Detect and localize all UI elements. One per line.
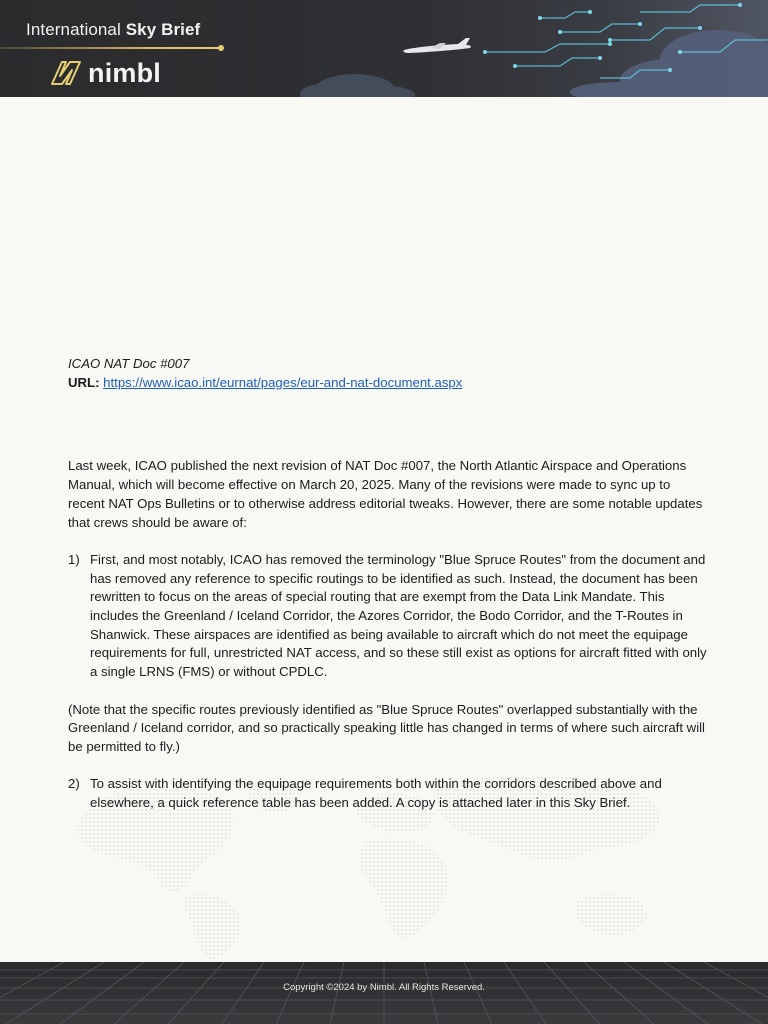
brand-divider-dot: [218, 45, 224, 51]
list-item: [68, 551, 708, 682]
document-body: [68, 355, 708, 813]
list-item-text: To assist with identifying the equipage requirements both within the corridors described above and elsewhere, a quick reference table has been added. A copy is attached later in this Sky Brief.: [90, 776, 662, 811]
document-link[interactable]: https://www.icao.int/eurnat/pages/eur-and-nat-document.aspx: [103, 374, 463, 390]
list-item: [68, 775, 708, 812]
brand-title: [26, 20, 200, 40]
header-banner: [0, 0, 768, 97]
url-label: URL:: [68, 374, 100, 390]
brand-title-bold: Sky Brief: [125, 20, 201, 39]
nimbl-logo-wordmark: nimbl: [88, 58, 161, 88]
brand-title-light: International: [26, 20, 126, 39]
footer: [0, 962, 768, 1024]
list-item-text: First, and most notably, ICAO has removed the terminology "Blue Spruce Routes" from the document and has removed any reference to specific routings to be identified as such. Instead, the document has been rewritten to focus on the areas of special routing that are exempt from the Data Link Mandate. This includes the Greenland / Iceland Corridor, the Azores Corridor, the Bodo Corridor, and the T-Routes in Shanwick. These airspaces are identified as being available to aircraft which do not meet the equipage requirements for full, unrestricted NAT access, and so these still exist as options for aircraft fitted with only a single LRNS (FMS) or without CPDLC.: [90, 551, 707, 680]
note-paragraph: (Note that the specific routes previously identified as "Blue Spruce Routes" overlapped substantially with the Greenland / Iceland corridor, and so practically speaking little has changed in terms of where such aircraft will be permitted to fly.): [68, 701, 705, 754]
nimbl-logo: [50, 58, 161, 88]
list-item-number: 2): [68, 776, 80, 792]
airplane-icon: [403, 38, 470, 53]
doc-reference: ICAO NAT Doc #007: [68, 356, 190, 371]
intro-paragraph: Last week, ICAO published the next revision of NAT Doc #007, the North Atlantic Airspace and Operations Manual, which will become effective on March 20, 2025. Many of the revisions were made to sync up to recent NAT Ops Bulletins or to otherwise address editorial tweaks. However, there are some notable updates that crews should be aware of:: [68, 458, 703, 530]
url-line: [68, 374, 708, 393]
nimbl-logo-icon: [50, 60, 82, 86]
copyright-text: Copyright ©2024 by Nimbl. All Rights Reserved.: [283, 982, 485, 993]
brand-divider: [0, 47, 222, 49]
footer-grid-pattern: [0, 962, 768, 1024]
list-item-number: 1): [68, 551, 80, 567]
cloud-icon: [300, 74, 415, 97]
